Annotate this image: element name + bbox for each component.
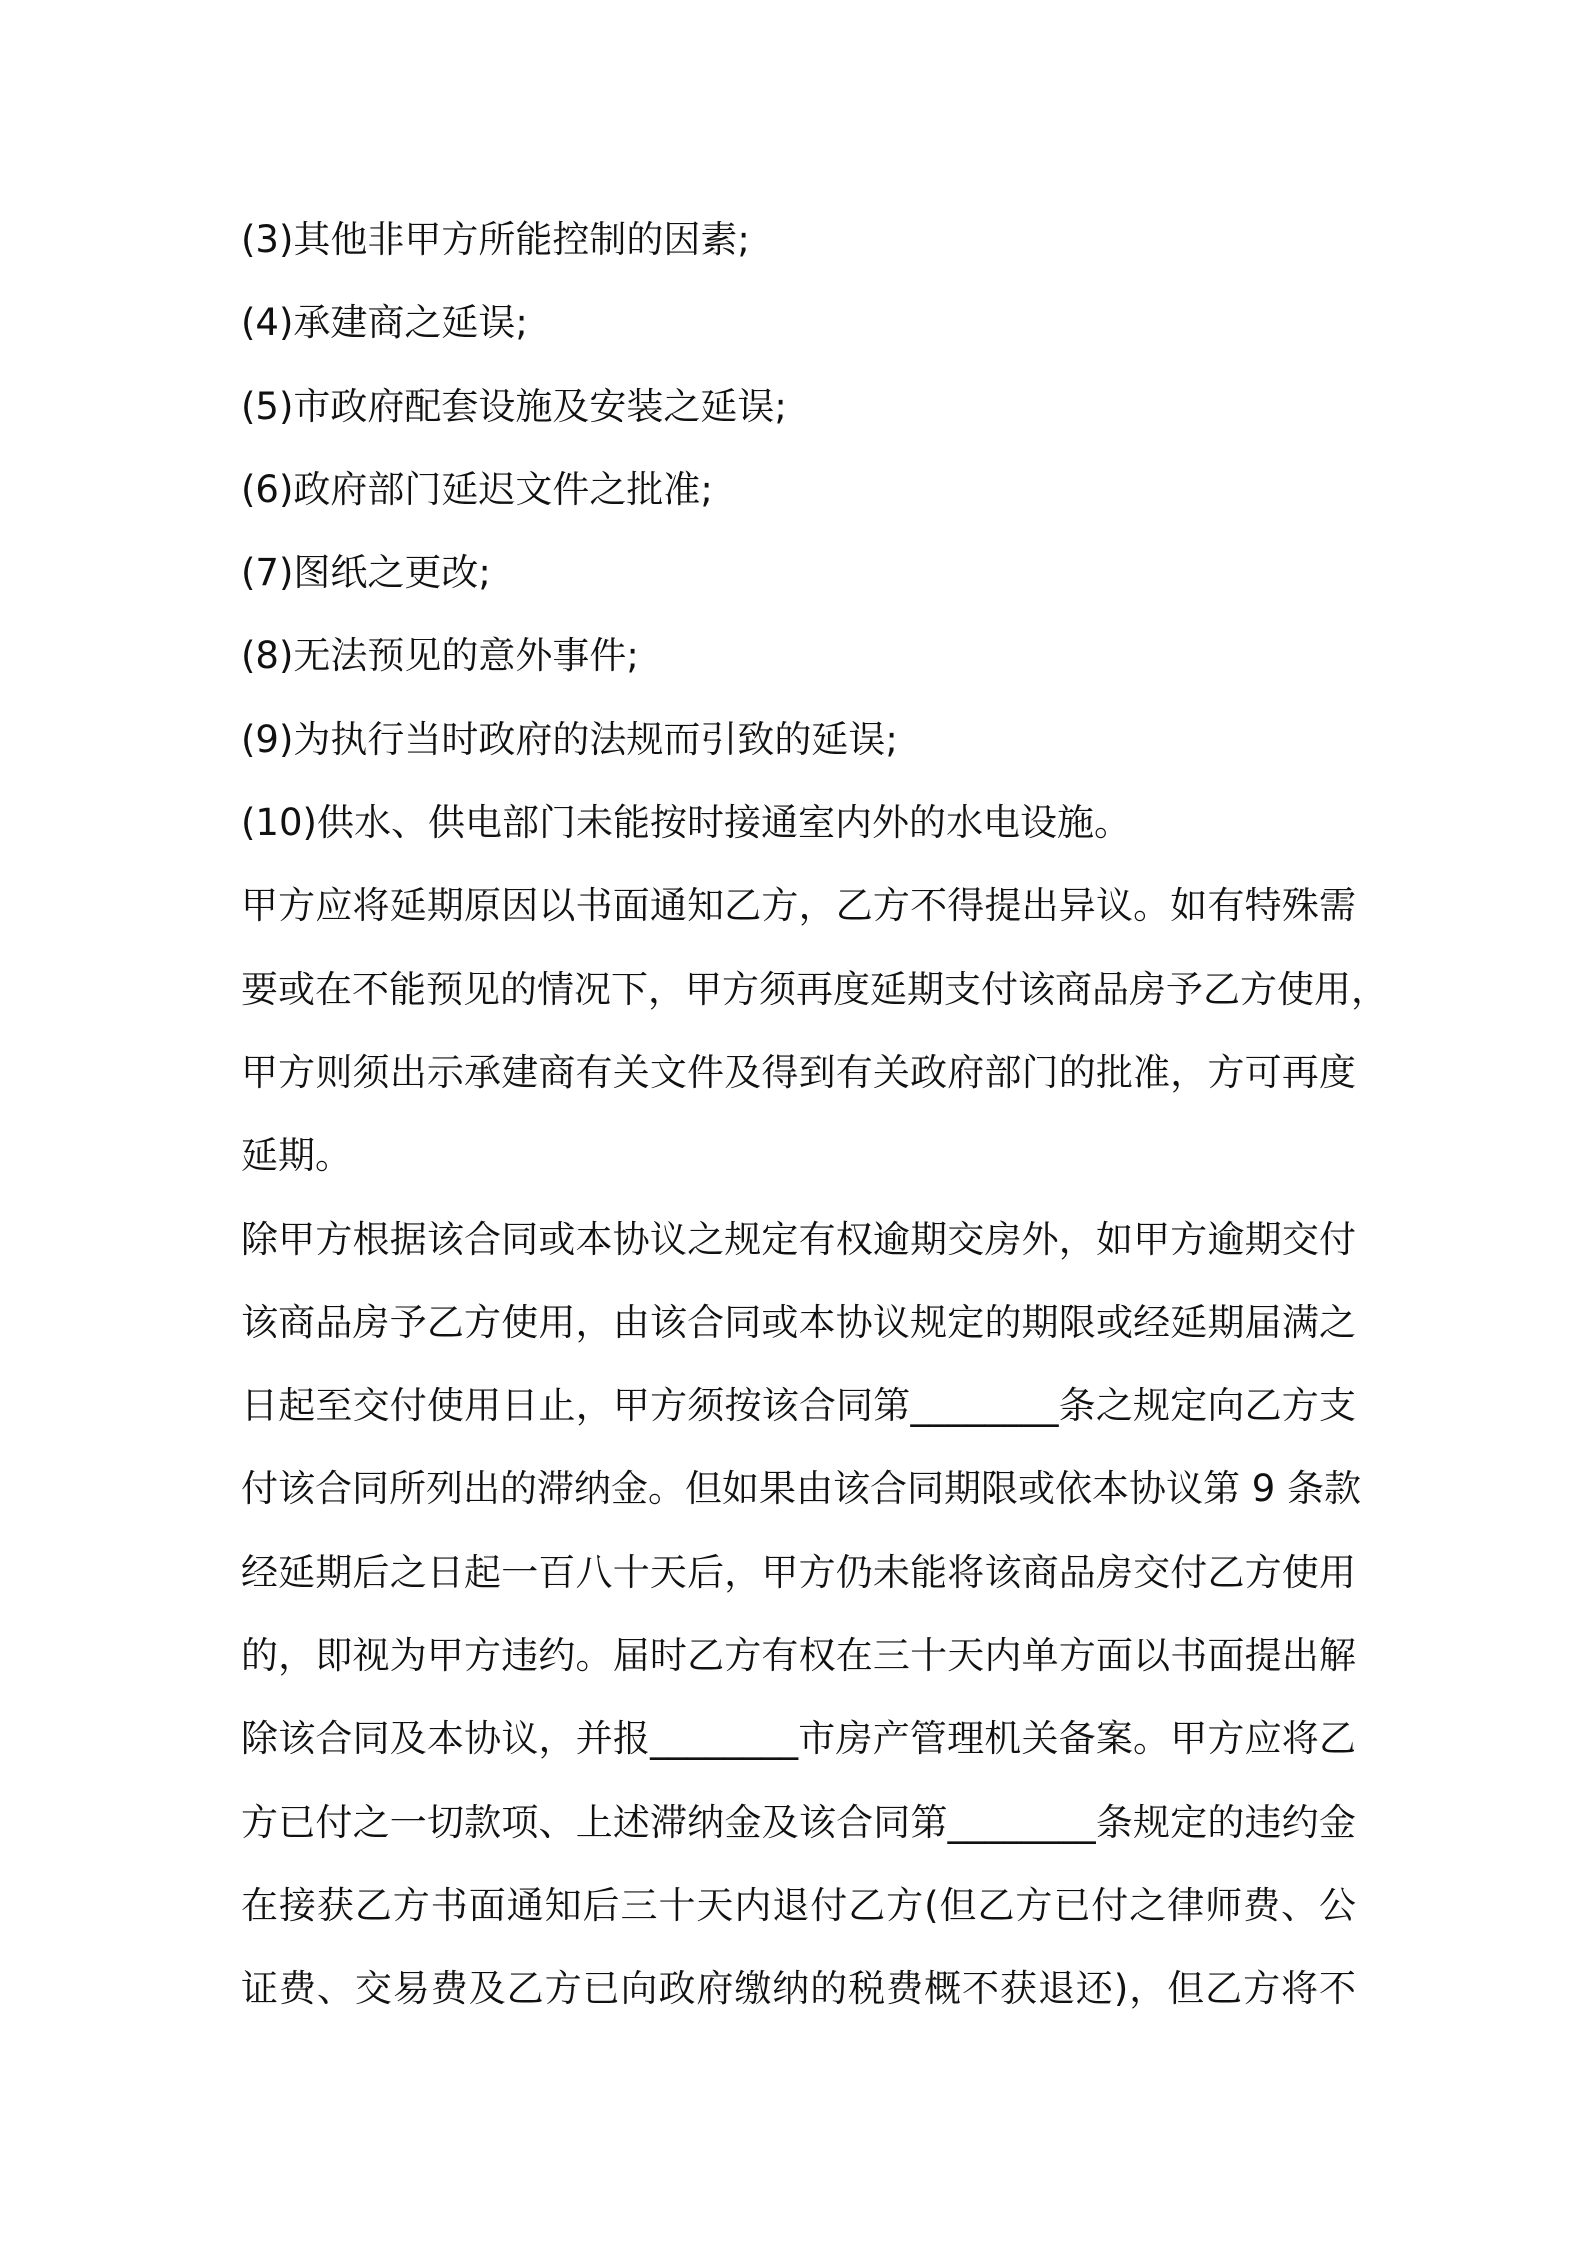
paragraph-line: 要或在不能预见的情况下，甲方须再度延期支付该商品房予乙方使用， [241, 967, 1388, 1011]
paragraph-line: 除该合同及本协议，并报________市房产管理机关备案。甲方应将乙 [241, 1717, 1356, 1761]
paragraph-line: 该商品房予乙方使用，由该合同或本协议规定的期限或经延期届满之 [241, 1300, 1356, 1344]
list-item: (4)承建商之延误; [241, 301, 528, 345]
paragraph-line: 在接获乙方书面通知后三十天内退付乙方(但乙方已付之律师费、公 [241, 1883, 1356, 1927]
list-item: (8)无法预见的意外事件; [241, 634, 639, 678]
paragraph-line: 日起至交付使用日止，甲方须按该合同第________条之规定向乙方支 [241, 1384, 1356, 1428]
list-item: (3)其他非甲方所能控制的因素; [241, 218, 750, 261]
list-item: (5)市政府配套设施及安装之延误; [241, 384, 787, 428]
delay-notice-paragraph [241, 864, 1388, 1197]
paragraph-line: 证费、交易费及乙方已向政府缴纳的税费概不获退还)，但乙方将不 [241, 1967, 1356, 2011]
paragraph-line: 甲方应将延期原因以书面通知乙方，乙方不得提出异议。如有特殊需 [241, 884, 1356, 928]
paragraph-line: 方已付之一切款项、上述滞纳金及该合同第________条规定的违约金 [241, 1800, 1356, 1844]
list-item: (6)政府部门延迟文件之批准; [241, 467, 713, 511]
paragraph-line: 的，即视为甲方违约。届时乙方有权在三十天内单方面以书面提出解 [241, 1634, 1356, 1678]
paragraph-line: 付该合同所列出的滞纳金。但如果由该合同期限或依本协议第 9 条款 [241, 1467, 1362, 1511]
list-item: (10)供水、供电部门未能按时接通室内外的水电设施。 [241, 801, 1131, 845]
delay-causes-list [241, 198, 1356, 864]
paragraph-line: 除甲方根据该合同或本协议之规定有权逾期交房外，如甲方逾期交付 [241, 1217, 1356, 1261]
paragraph-line: 延期。 [241, 1134, 352, 1178]
document-page [241, 198, 1388, 2031]
paragraph-line: 甲方则须出示承建商有关文件及得到有关政府部门的批准，方可再度 [241, 1050, 1356, 1094]
list-item: (7)图纸之更改; [241, 551, 491, 595]
list-item: (9)为执行当时政府的法规而引致的延误; [241, 717, 898, 761]
paragraph-line: 经延期后之日起一百八十天后，甲方仍未能将该商品房交付乙方使用 [241, 1550, 1356, 1594]
late-delivery-paragraph [241, 1198, 1362, 2031]
